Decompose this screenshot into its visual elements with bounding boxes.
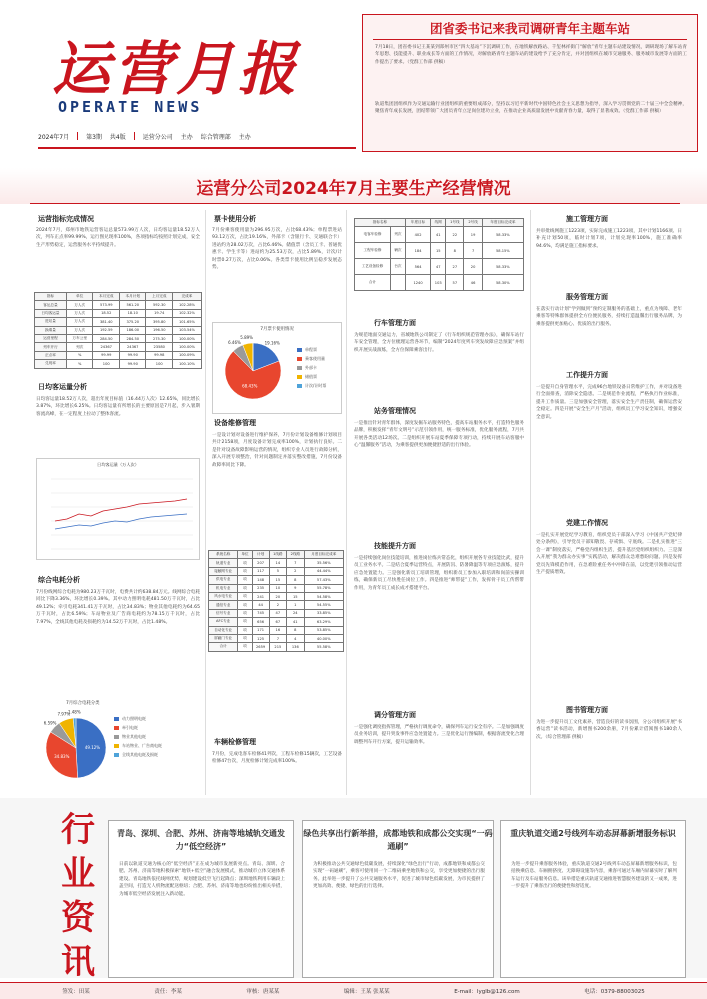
table-row (35, 343, 202, 351)
table-cell: 47 (431, 259, 446, 275)
table-row (35, 360, 202, 368)
table-cell: 项 (238, 592, 252, 600)
energy-pie-title: 7月综合电耗分类 (66, 701, 100, 706)
pie-data-label: 6.46% (228, 340, 241, 346)
table-cell: 万车公里 (66, 334, 93, 342)
table-cell: 235 (252, 584, 269, 592)
table-cell: 41 (287, 618, 304, 626)
table-cell: 54.58% (304, 592, 343, 600)
table-cell: 55.58% (304, 643, 343, 651)
industry-news-title: 行业资讯 (61, 810, 95, 982)
section-title-vehicle: 车辆检修管理 (214, 738, 256, 746)
table-cell: 项 (238, 626, 252, 634)
table-cell: 机电专业 (209, 584, 238, 592)
news-card-3 (500, 820, 686, 978)
station-paragraph: 一是推出针对青年群体，深度发掘车站服务特色，提高车站服务水平，打造特色服务品牌，积极发挥“青年文明号”示范引领作用，统一服务标准，优化服务流程，7月共开展各类活动12场次。二是组织开展车站夏季保障专项行动，持续开展车站客服中心“温馨服务”活动，为乘客提供更加便捷舒适的出行体验。 (354, 421, 524, 449)
table-cell: 项 (238, 576, 252, 584)
table-cell: % (66, 351, 93, 359)
pie-data-label: 1.48% (67, 709, 81, 715)
table-cell: 100 (93, 360, 120, 368)
masthead-logo: 运营月报 (52, 35, 301, 103)
table-row (35, 326, 202, 334)
table-header-cell: 单位 (66, 293, 93, 301)
legend-label: 动力照明电耗 (122, 715, 146, 721)
legend-item (297, 372, 343, 381)
table-cell: 171 (252, 626, 269, 634)
table-cell: 184 (405, 243, 430, 259)
table-cell: 561.20 (119, 301, 146, 309)
table-cell: 2659 (252, 643, 269, 651)
column-divider (346, 210, 347, 795)
table-cell: 兑现率 (35, 360, 67, 368)
table-cell: 20 (464, 259, 482, 275)
table-cell: 7 (287, 559, 304, 567)
table-cell: 8 (287, 626, 304, 634)
pie-data-label: 19.16% (264, 340, 280, 346)
table-header-cell: 单位 (238, 551, 252, 559)
pie-data-label: 34.83% (54, 753, 70, 759)
construction-paragraph: 共审批线网施工1223项，实际完成施工1223项，其中计划1166项、日补充计划50项，临时计划7项，计划兑现率100%，施工准确率94.6%，均满足施工指标要求。 (536, 229, 682, 249)
table-cell: 573.99 (93, 301, 120, 309)
footer-responsible: 责任：李某 (154, 989, 182, 995)
table-cell: 正点率 (35, 351, 67, 359)
table-cell: 24367 (119, 343, 146, 351)
table-cell: 台次 (390, 259, 405, 275)
table-cell: 192.59 (93, 326, 120, 334)
table-cell: 27 (446, 259, 464, 275)
table-cell: 656 (252, 618, 269, 626)
line-table-header (355, 219, 524, 227)
table-header-cell: 本月计划 (119, 293, 146, 301)
table-cell: 合计 (209, 643, 238, 651)
table-cell: 项 (238, 643, 252, 651)
table-cell: 8 (446, 243, 464, 259)
table-cell: 102.28% (172, 301, 201, 309)
section-title-ridership: 日均客运量分析 (38, 383, 87, 391)
table-row (355, 259, 524, 275)
ticket-pie (213, 333, 293, 413)
table-cell: 16 (269, 626, 286, 634)
table-row (35, 318, 202, 326)
section-title-dispatch: 调分管理方面 (374, 711, 416, 719)
table-row (209, 567, 344, 575)
main-title: 运营分公司2024年7月主要生产经营情况 (196, 179, 511, 199)
issue-number: 第3期 (86, 133, 102, 141)
table-cell: 项 (238, 634, 252, 642)
table-row (209, 626, 344, 634)
ridership-line (55, 499, 187, 521)
energy-pie (36, 708, 116, 790)
table-cell: 项 (238, 584, 252, 592)
table-cell: 24 (287, 609, 304, 617)
ticket-pie-legend (297, 345, 343, 390)
section-title-party: 党建工作情况 (566, 519, 608, 527)
table-header-cell: 2号线 (464, 219, 482, 227)
table-cell: 9 (287, 584, 304, 592)
table-row (35, 301, 202, 309)
table-cell: 103 (431, 275, 446, 291)
table-row (355, 227, 524, 243)
table-row (35, 334, 202, 342)
pie-data-label: 68.43% (242, 383, 258, 389)
table-cell: 项 (238, 609, 252, 617)
table-cell: 列次 (66, 343, 93, 351)
legend-label: 物业其他电耗 (122, 733, 146, 739)
table-row (209, 634, 344, 642)
footer-reviewer: 审核：唐某某 (246, 989, 280, 995)
table-cell: 项 (238, 618, 252, 626)
table-cell: 进站量 (35, 318, 67, 326)
table-cell: 14 (269, 559, 286, 567)
table-cell: 136 (287, 643, 304, 651)
table-row (355, 243, 524, 259)
energy-pie-chart (36, 698, 200, 790)
pie-data-label: 5.89% (240, 335, 253, 341)
masthead-english: OPERATE NEWS (58, 98, 203, 116)
top-news-rule (373, 39, 687, 40)
table-cell: 19.74 (146, 309, 173, 317)
legend-label: 乘客使用量 (305, 355, 325, 361)
table-cell: 项 (238, 567, 252, 575)
table-cell: 8 (287, 576, 304, 584)
legend-label: 牵引电耗 (122, 724, 138, 730)
table-cell: 57 (446, 275, 464, 291)
news-card-2-title: 绿色共享出行新举措，成都地铁和成都公交实现“一码通刷” (303, 829, 493, 851)
table-cell: 通信专业 (209, 601, 238, 609)
table-cell: 风水电专业 (209, 592, 238, 600)
table-cell: 1240 (405, 275, 430, 291)
table-cell: 58.30% (482, 275, 523, 291)
table-cell: 4 (287, 634, 304, 642)
legend-item (114, 741, 200, 750)
ridership-paragraph: 日均客运量18.52万人次，超出年度目标值（16.44万人次）12.65%，同比增长3.87%，环比增长6.25%。日均客运量有所增长的主要原因是7月起，步入暑期客流高峰，在一定程度上拉动了整体客流。 (36, 397, 200, 417)
ticket-paragraph: 7月份乘客使用量为296.95万次，占比68.43%；单程票进站93.12万次，占比19.16%，外部卡（含银行卡、交通联合卡）进站约为28.02万次，占比6.46%。储值票（含员工卡、普通优惠卡、学生卡等）进站约为25.53万次，占比5.89%，计次/计时票0.27万次，占比0.06%。各类票卡使用比例呈稳步发展态势。 (212, 228, 342, 271)
table-cell: 轨道专业 (209, 559, 238, 567)
table-cell: 275.30 (146, 334, 173, 342)
table-cell: 屏蔽门专业 (209, 634, 238, 642)
table-cell: 5 (269, 567, 286, 575)
table-cell: 7 (464, 243, 482, 259)
table-cell: 100 (146, 360, 173, 368)
section-title-improvement: 工作提升方面 (566, 371, 608, 379)
improvement-paragraph: 一是提升自身管理水平，完成96台地铁设备日常维护工作，并对设备进行全面排查，消除安全隐患。二是规范作业流程，严格执行作业标准，提升工作质量。三是加强安全管理，落实安全生产责任制，确保运营安全稳定。四是开展“安全生产月”活动，组织员工学习安全知识，增强安全意识。 (536, 385, 682, 420)
table-cell: 46 (464, 275, 482, 291)
table-cell: 44.44% (304, 567, 343, 575)
table-cell (390, 275, 405, 291)
news-card-2-text: 为积极推动公共交通绿色低碳发展，持续深化“绿色出行”行动，成都地铁和成都公交实现“一码通刷”，乘客可使用同一个二维码乘坐地铁和公交，享受更加便捷的出行服务。此举进一步提升了公共交通服务水平，促进了城市绿色低碳发展，为市民提供了更加高效、便捷、绿色的出行选择。 (313, 862, 485, 890)
table-cell: 20 (269, 592, 286, 600)
table-row (355, 275, 524, 291)
column-divider (530, 210, 531, 795)
table-cell: 67 (269, 618, 286, 626)
table-cell: 万人次 (66, 309, 93, 317)
table-cell: 58.15% (482, 243, 523, 259)
table-cell: 运营里程 (35, 334, 67, 342)
table-cell: 列车开行 (35, 343, 67, 351)
table-cell: 117 (252, 567, 269, 575)
table-cell: 186.00 (119, 326, 146, 334)
issue-dept: 综合管理部 (200, 133, 231, 141)
section-title-operation: 行车管理方面 (374, 319, 416, 327)
table-cell: 2 (269, 601, 286, 609)
news-card-3-title: 重庆轨道交通2号线列车动态屏幕新增服务标识 (510, 829, 676, 838)
section-title-ticket: 票卡使用分析 (214, 215, 256, 223)
table-cell: 100.09% (172, 351, 201, 359)
table-header-cell: 系统名称 (209, 551, 238, 559)
legend-item (297, 381, 343, 390)
table-cell: 284.50 (93, 334, 120, 342)
energy-pie-legend (114, 714, 200, 759)
issue-org: 运营分公司 (142, 133, 173, 141)
table-cell: 合计 (355, 275, 391, 291)
ticket-pie-chart (212, 322, 342, 414)
pie-data-label: 7.97% (57, 711, 71, 717)
table-cell: 241 (252, 592, 269, 600)
table-row (209, 584, 344, 592)
table-cell: 57.43% (304, 576, 343, 584)
section-title-energy: 综合电耗分析 (38, 576, 80, 584)
table-cell: 日均客运量 (35, 309, 67, 317)
table-cell: 18.52 (93, 309, 120, 317)
table-row (209, 609, 344, 617)
table-cell: 381.40 (93, 318, 120, 326)
table-cell: 信号专业 (209, 609, 238, 617)
legend-item (114, 750, 200, 759)
section-title-service: 服务管理方面 (566, 293, 608, 301)
news-card-1-title: 青岛、深圳、合肥、苏州、济南等地城轨交通发力“低空经济” (117, 829, 285, 851)
table-cell: 99.99 (93, 351, 120, 359)
table-header-cell: 月度目标完成率 (304, 551, 343, 559)
table-header-cell: 计划 (252, 551, 269, 559)
table-cell: 40.00% (304, 634, 343, 642)
legend-item (114, 714, 200, 723)
footer (0, 982, 707, 999)
table-cell: 207 (252, 559, 269, 567)
table-cell: 项 (238, 601, 252, 609)
table-row (209, 643, 344, 651)
table-row (209, 576, 344, 584)
kpi-table (34, 292, 202, 369)
table-cell: 万人次 (66, 326, 93, 334)
table-cell: 99.98 (146, 351, 173, 359)
table-cell: 148 (252, 576, 269, 584)
table-header-cell: 2线路 (287, 551, 304, 559)
table-header-cell: 指标名称 (355, 219, 406, 227)
table-cell: 47 (269, 609, 286, 617)
footer-phone: 电话：0379-88003025 (584, 989, 645, 995)
kpi-paragraph: 2024年7月，郑州市地铁运营客运总量573.99万人次，日均客运量18.52万人次，列车正点率99.99%，运行图兑现率100%，各项指标均按照计划完成，安全生产形势稳定，运营服务水平持续提升。 (36, 228, 200, 248)
legend-label: 车站物业、广告商电耗 (122, 742, 162, 748)
table-cell: 592.30 (146, 301, 173, 309)
ridership-chart-area (37, 459, 201, 561)
table-header-cell: 完成率 (172, 293, 201, 301)
issue-host2: 主办 (238, 133, 251, 141)
table-row (209, 601, 344, 609)
table-cell: 100.00% (172, 343, 201, 351)
table-cell: 19 (464, 227, 482, 243)
pie-data-label: 49.12% (84, 745, 101, 751)
table-row (35, 351, 202, 359)
top-news-paragraph-2: 轨道集团团组织作为交通运输行业团组织的重要组成部分，坚持以习近平新时代中国特色社会主义思想为指导，深入学习贯彻党的二十届三中全会精神，聚焦青年成长发展，团结带领广大团员青年立足岗位建功立业，在推动企业高质量发展中贡献青春力量，取得了显著成效。（党群工作部 供稿） (375, 102, 687, 115)
table-cell: 44 (252, 601, 269, 609)
top-news-paragraph-1: 7月18日，团省委书记王某某到郑州市区“四大基站”下沉调研工作，在地铁解放路站、千玺林祥街门“解放”青年主题车站建设情况，调研现场了解车站青年思想、技能提升、职业成长等方面的工作情况，对解放路青年主题车站的建设给予了充分肯定，并对团组织在城市交通服务、服务城市发展等方面的工作提出了要求。（党群工作部 供稿） (375, 45, 687, 65)
footer-editor: 编辑：王某 张某某 (343, 989, 390, 995)
top-news-box (362, 14, 698, 152)
table-cell: 99.90 (119, 360, 146, 368)
legend-item (114, 723, 200, 732)
table-cell: 1 (287, 601, 304, 609)
news-card-2 (302, 820, 494, 978)
table-cell: 15 (287, 592, 304, 600)
library-paragraph: 为进一步提升员工文化素养，营造良好的读书氛围，分公司组织开展“书香运营”读书活动，新增图书200余册，7月份累计借阅图书180余人次。（综合管理部 供稿） (536, 720, 682, 740)
table-cell: 58.33% (482, 227, 523, 243)
table-cell: 工程车检修 (355, 243, 391, 259)
table-cell: 100.00% (172, 334, 201, 342)
table-cell: 284.50 (119, 334, 146, 342)
table-cell: 15 (269, 576, 286, 584)
table-header-cell: 指标 (35, 293, 67, 301)
table-cell: 万人次 (66, 318, 93, 326)
table-cell: 395.80 (146, 318, 173, 326)
table-cell: 101.65% (172, 318, 201, 326)
energy-paragraph: 7月份线网综合电耗为980.23万千瓦时，电费共计约638.84万元。线网综合电耗同比下降3.36%，环比增长0.39%。其中动力照明电耗481.50万千瓦时，占比49.12%；牵引电耗341.41万千瓦时，占比34.83%；物业其他电耗约为64.65万千瓦时，占比6.59%；车站物业及广告商电耗约为78.15万千瓦时，占比7.97%，全线其他电耗及损耗约为14.52万千瓦时，占比1.48%。 (36, 590, 200, 625)
table-header-cell: 年度目标完成率 (482, 219, 523, 227)
line-table (354, 218, 524, 291)
table-cell: 41 (431, 227, 446, 243)
legend-label: 全线其他电耗及损耗 (122, 751, 158, 757)
table-cell: 工艺设备检修 (355, 259, 391, 275)
table-header-cell: 本月完成 (93, 293, 120, 301)
table-cell: 18.10 (119, 309, 146, 317)
news-card-1-text: 日前以轨道交通为核心的“低空经济”正在成为城市发展新亮点。青岛、深圳、合肥、苏州、济南等地积极探索“地铁+低空”融合发展模式，推动城市立体交通体系建设。青岛地铁依托线网优势，规划建设低空飞行起降点；深圳地铁利用车辆段上盖空间，打造无人机物流配送枢纽；合肥、苏州、济南等地也纷纷推出相关举措，为城市低空经济发展注入新动能。 (119, 862, 285, 897)
table-header-cell: 1号线 (446, 219, 464, 227)
table-cell: 402 (405, 227, 430, 243)
section-title-construction: 施工管理方面 (566, 215, 608, 223)
kpi-table-header (35, 293, 202, 301)
table-cell: % (66, 360, 93, 368)
table-cell: 125 (252, 634, 269, 642)
table-header-cell: 线网 (431, 219, 446, 227)
table-cell: 745 (252, 609, 269, 617)
dispatch-paragraph: 一是强化调度指挥管理，严格执行调度命令，确保列车运行安全有序。二是加强调度员业务培训，提升突发事件应急处置能力。三是优化运行图编制，根据客流变化合理调整列车开行方案，提升运输效率。 (354, 725, 524, 745)
legend-item (114, 732, 200, 741)
vehicle-paragraph: 7月份，完成电客车检修41列次，工程车检修15辆次，工艺设备检修47台次，月度检修计划完成率100%。 (212, 752, 342, 765)
table-cell: 2 (287, 567, 304, 575)
legend-item (297, 363, 343, 372)
issue-date: 2024年7月 (38, 133, 70, 141)
legend-label: 单程票 (305, 346, 317, 352)
ridership-chart-title: 日均客运量（万人次） (97, 462, 139, 467)
table-cell: 22 (446, 227, 464, 243)
service-paragraph: 在落实行动计划“学到做到”预约定制服务的基础上，重点为残障、老年乘客等特殊群体提供全方位便民服务，持续打造温馨出行服务品牌，为乘客提供更加贴心、优质的出行服务。 (536, 307, 682, 327)
masthead-rule (38, 147, 356, 149)
legend-item (297, 354, 343, 363)
section-title-skills: 技能提升方面 (374, 542, 416, 550)
table-row (209, 618, 344, 626)
legend-item (297, 345, 343, 354)
table-row (209, 559, 344, 567)
news-card-3-text: 为进一步提升乘客服务体验，重庆轨道交通2号线列车动态屏幕新增服务标识，包括换乘信息、车厢拥挤度、无障碍设施等内容，乘客可通过车厢内屏幕实时了解列车运行及车站服务信息。该举措是重庆轨道交通推进智慧服务建设的又一成果，进一步提升了乘客出行的便捷性和舒适度。 (511, 862, 677, 890)
table-cell: 100.10% (172, 360, 201, 368)
ridership-chart (36, 458, 200, 560)
operation-paragraph: 为规范地面交通运力，省城地铁公司制定了《行车组织规范管理办法》，确保车站行车安全管理，全方位梳理运营各环节，编制“2024年度列车突发故障应急预案”并组织开展实战演练，全方位保障乘客出行。 (354, 333, 524, 353)
table-row (35, 309, 202, 317)
table-header-cell: 年度目标 (405, 219, 430, 227)
table-cell: 103.54% (172, 326, 201, 334)
legend-label: 储值票 (305, 373, 317, 379)
table-cell: 196.50 (146, 326, 173, 334)
table-cell: 55.78% (304, 584, 343, 592)
table-cell: 35.56% (304, 559, 343, 567)
section-title-library: 图书管理方面 (566, 706, 608, 714)
table-cell: 99.90 (119, 351, 146, 359)
table-cell: 万人次 (66, 301, 93, 309)
footer-email[interactable]: E-mail：lyglb@126.com (454, 989, 520, 995)
table-header-cell: 1线路 (269, 551, 286, 559)
section-title-maintenance: 设备维修管理 (214, 419, 256, 427)
table-cell: 564 (405, 259, 430, 275)
main-title-rule (30, 203, 680, 204)
table-cell: 供电专业 (209, 576, 238, 584)
maintenance-paragraph: 一是设计划对设备进行维护保养，7月份计划设备维修计划项目共计2158项，月度设备计划完成率100%，计划执行良好。二是针对设备故障影响运营的情况，组织专业人员进行故障分析，深入开展专项整治，针对问题制定并落实整改措施，7月份设备故障率同比下降。 (212, 433, 342, 468)
table-cell: 电客车检修 (355, 227, 391, 243)
table-cell: 列次 (390, 227, 405, 243)
maintenance-table-header (209, 551, 344, 559)
top-news-title: 团省委书记来我司调研青年主题车站 (429, 21, 630, 36)
table-cell: 54.55% (304, 601, 343, 609)
table-cell: 215 (269, 643, 286, 651)
table-cell: 24367 (93, 343, 120, 351)
maintenance-table (208, 550, 344, 652)
skills-paragraph: 一是持续强化岗位技能培训，推进岗位练兵常态化，组织开展各专业技能比武，提升员工业务水平。二是结合夏季运营特点，开展防汛、防暑降温等专项应急演练，提升应急处置能力。三是强化新员工培训管理，组织新员工参加入职培训和岗前实操训练，确保新员工尽快胜任岗位工作。四是推进“师带徒”工作，发挥骨干员工传帮带作用，为青年员工成长成才搭建平台。 (354, 556, 524, 591)
footer-issuer: 签发：田某 (62, 989, 90, 995)
table-cell: 自动化专业 (209, 626, 238, 634)
issue-line (38, 130, 358, 142)
section-title-station: 站务管理情况 (374, 407, 416, 415)
party-paragraph: 一是扎实开展党纪学习教育，组织党员干部深入学习《中国共产党纪律处分条例》，引导党员干部知敬畏、存戒惧、守底线。二是扎实推进“三会一课”制度落实，严格党内组织生活，提升基层党组织组织力。三是深入开展“我为群众办实事”实践活动，解决群众急难愁盼问题。四是发挥党员先锋模范作用，在急难险重任务中冲锋在前，以党建引领推动运营生产提质增效。 (536, 533, 682, 576)
table-cell: 客运总量 (35, 301, 67, 309)
table-cell: 15 (431, 243, 446, 259)
issue-host: 主办 (180, 133, 193, 141)
table-cell: 53.85% (304, 626, 343, 634)
table-cell: 63.29% (304, 618, 343, 626)
pie-data-label: 6.59% (43, 720, 57, 726)
table-cell: 7 (269, 634, 286, 642)
table-header-cell: 上月完成 (146, 293, 173, 301)
table-cell: 10 (269, 584, 286, 592)
table-cell: 项 (238, 559, 252, 567)
legend-label: 外部卡 (305, 364, 317, 370)
table-row (209, 592, 344, 600)
legend-label: 计次/计时票 (305, 382, 327, 388)
table-cell: 33.85% (304, 609, 343, 617)
table-cell: 58.33% (482, 259, 523, 275)
table-cell: 23580 (146, 343, 173, 351)
table-cell: AFC专业 (209, 618, 238, 626)
table-cell: 辆次 (390, 243, 405, 259)
table-cell: 接触网专业 (209, 567, 238, 575)
issue-pages: 共4版 (109, 133, 126, 141)
news-card-1 (108, 820, 294, 978)
table-cell: 375.20 (119, 318, 146, 326)
column-divider (205, 210, 206, 795)
ridership-line-2 (55, 514, 187, 529)
ticket-pie-title: 7月票卡使用情况 (260, 327, 294, 332)
table-cell: 102.32% (172, 309, 201, 317)
section-title-kpi: 运营指标完成情况 (38, 215, 94, 223)
table-cell: 换乘量 (35, 326, 67, 334)
